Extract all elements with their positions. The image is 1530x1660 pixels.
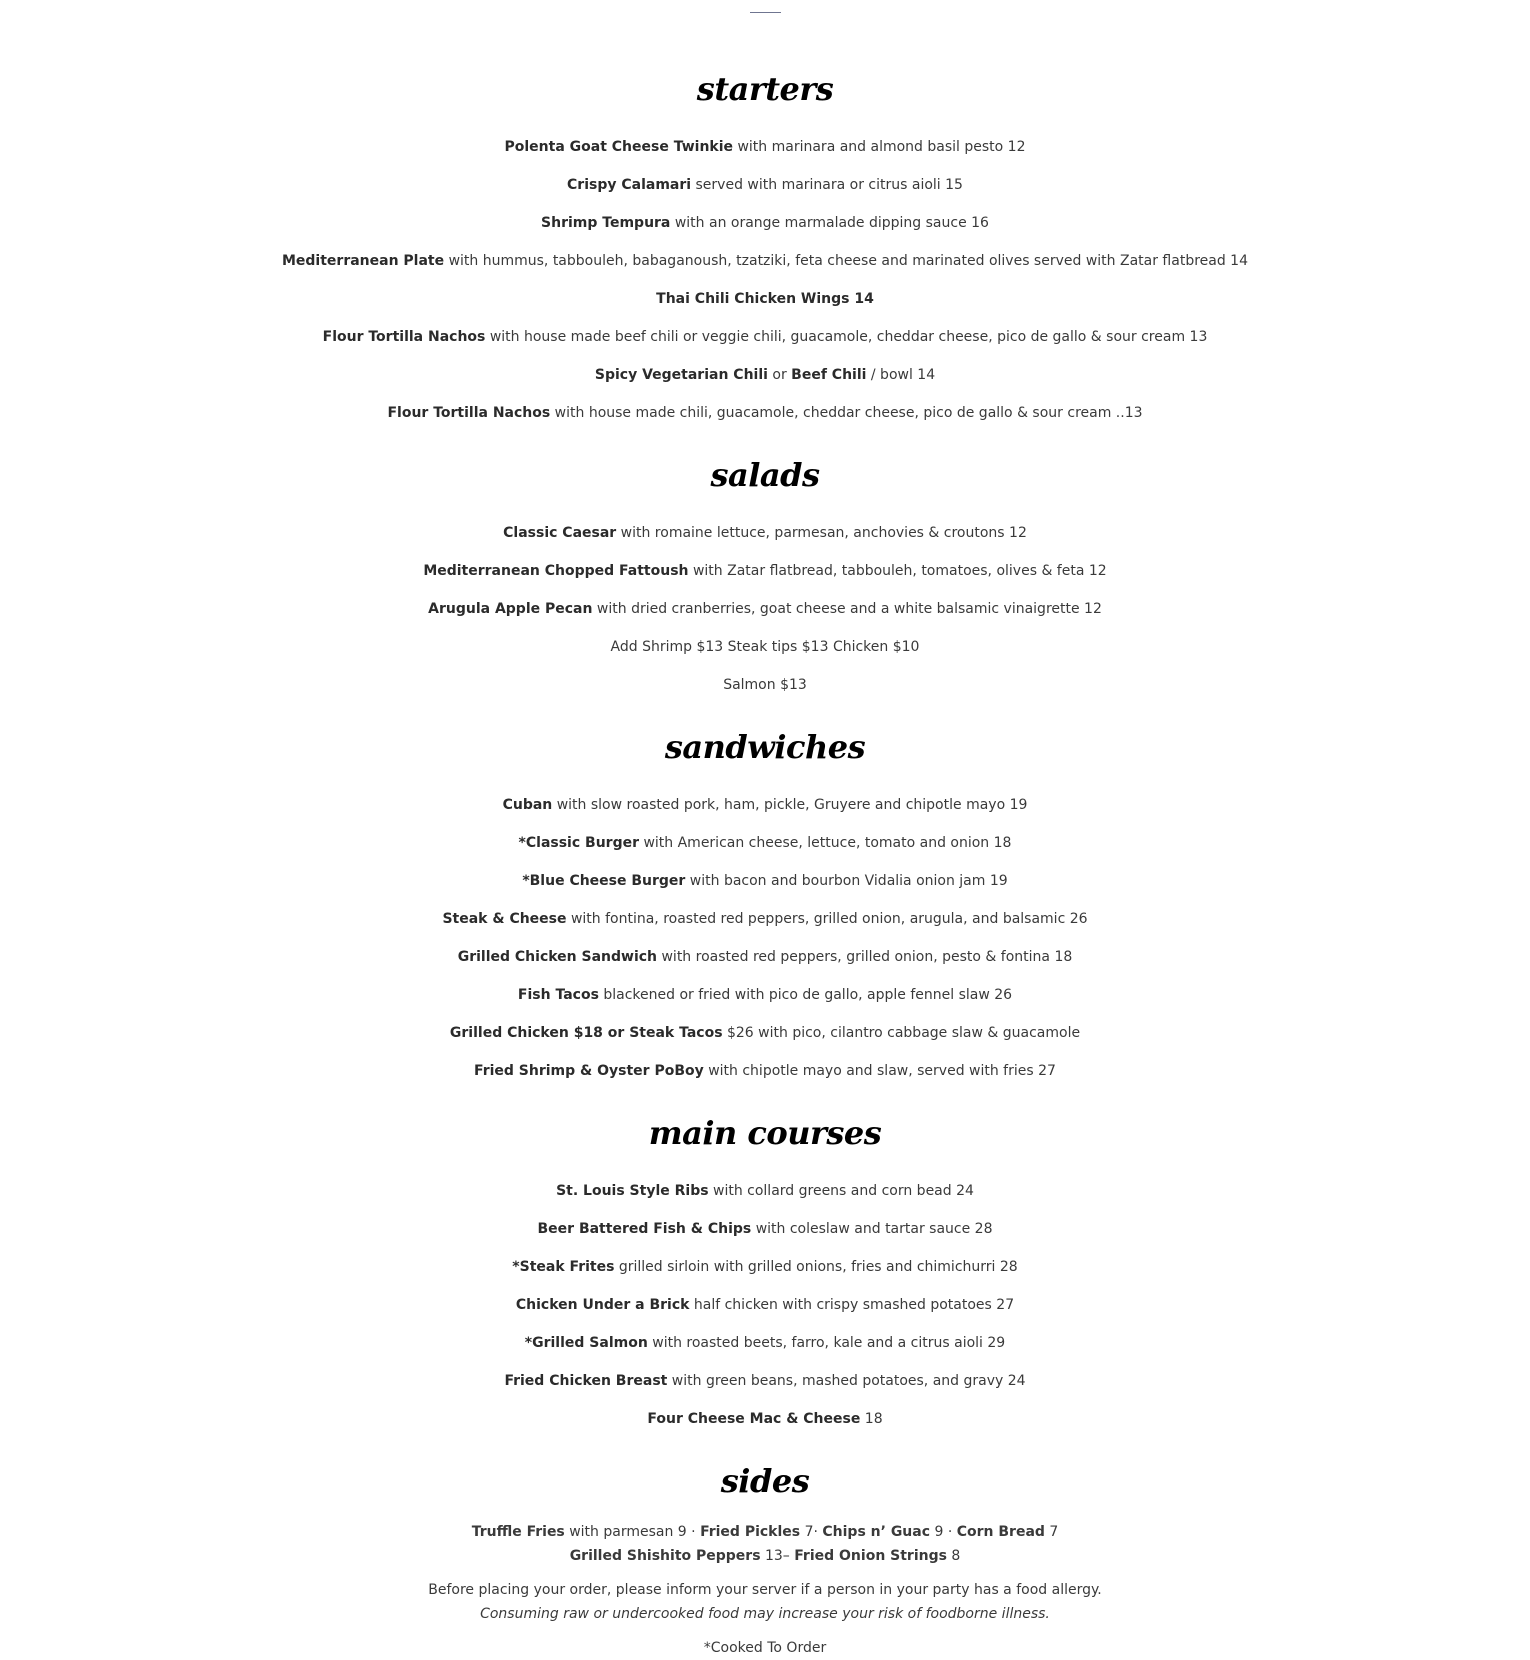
menu-item: Mediterranean Chopped Fattoush with Zatar flatbread, tabbouleh, tomatoes, olives & feta 12 [423,563,1107,579]
menu-item: St. Louis Style Ribs with collard greens and corn bead 24 [556,1183,974,1199]
section-title-salads: salads [710,456,820,494]
sides-line-2: Grilled Shishito Peppers 13– Fried Onion Strings 8 [569,1548,961,1564]
menu-item: Classic Caesar with romaine lettuce, parmesan, anchovies & croutons 12 [503,525,1027,541]
menu-item: Fried Chicken Breast with green beans, mashed potatoes, and gravy 24 [504,1373,1026,1389]
menu-item: Chicken Under a Brick half chicken with crispy smashed potatoes 27 [515,1297,1015,1313]
salad-addons: Add Shrimp $13 Steak tips $13 Chicken $10 [610,639,920,655]
menu-item: Crispy Calamari served with marinara or citrus aioli 15 [567,177,963,193]
menu-item: Mediterranean Plate with hummus, tabbouleh, babaganoush, tzatziki, feta cheese and marinated olives served with Zatar flatbread 14 [281,253,1248,269]
allergy-notice: Before placing your order, please inform your server if a person in your party has a food allergy. [428,1582,1102,1598]
sides-line-1: Truffle Fries with parmesan 9 · Fried Pickles 7· Chips n’ Guac 9 · Corn Bread 7 [471,1524,1059,1540]
menu-item: Flour Tortilla Nachos with house made chili, guacamole, cheddar cheese, pico de gallo & sour cream ..13 [387,405,1143,421]
section-title-starters: starters [696,70,834,108]
foodborne-warning: Consuming raw or undercooked food may increase your risk of foodborne illness. [480,1606,1050,1622]
menu-item: Four Cheese Mac & Cheese 18 [647,1411,883,1427]
section-title-sandwiches: sandwiches [664,728,866,766]
menu-item: Thai Chili Chicken Wings 14 [656,291,874,307]
menu-item: *Steak Frites grilled sirloin with grilled onions, fries and chimichurri 28 [512,1259,1018,1275]
menu-item: Fried Shrimp & Oyster PoBoy with chipotle mayo and slaw, served with fries 27 [474,1063,1056,1079]
menu-item: Steak & Cheese with fontina, roasted red peppers, grilled onion, arugula, and balsamic 26 [442,911,1088,927]
menu-item: Beer Battered Fish & Chips with coleslaw and tartar sauce 28 [537,1221,993,1237]
menu-item: *Grilled Salmon with roasted beets, farro, kale and a citrus aioli 29 [524,1335,1006,1351]
menu-item: Shrimp Tempura with an orange marmalade dipping sauce 16 [541,215,989,231]
menu-item: *Classic Burger with American cheese, lettuce, tomato and onion 18 [518,835,1012,851]
salad-addons: Salmon $13 [723,677,807,693]
menu-item: Fish Tacos blackened or fried with pico de gallo, apple fennel slaw 26 [517,987,1013,1003]
cooked-to-order-note: *Cooked To Order [703,1640,827,1656]
menu [0,60,1530,1660]
menu-item: Arugula Apple Pecan with dried cranberries, goat cheese and a white balsamic vinaigrette 12 [428,601,1102,617]
section-title-main-courses: main courses [648,1114,882,1152]
menu-item: Flour Tortilla Nachos with house made beef chili or veggie chili, guacamole, cheddar cheese, pico de gallo & sour cream 13 [322,329,1208,345]
menu-item: Grilled Chicken Sandwich with roasted red peppers, grilled onion, pesto & fontina 18 [457,949,1073,965]
menu-item: Spicy Vegetarian Chili or Beef Chili / bowl 14 [594,367,936,383]
menu-item: Polenta Goat Cheese Twinkie with marinara and almond basil pesto 12 [504,139,1026,155]
section-title-sides: sides [720,1462,810,1500]
menu-item: Cuban with slow roasted pork, ham, pickle, Gruyere and chipotle mayo 19 [502,797,1028,813]
menu-item: Grilled Chicken $18 or Steak Tacos $26 with pico, cilantro cabbage slaw & guacamole [449,1025,1081,1041]
menu-item: *Blue Cheese Burger with bacon and bourbon Vidalia onion jam 19 [522,873,1008,889]
top-divider [750,12,781,13]
